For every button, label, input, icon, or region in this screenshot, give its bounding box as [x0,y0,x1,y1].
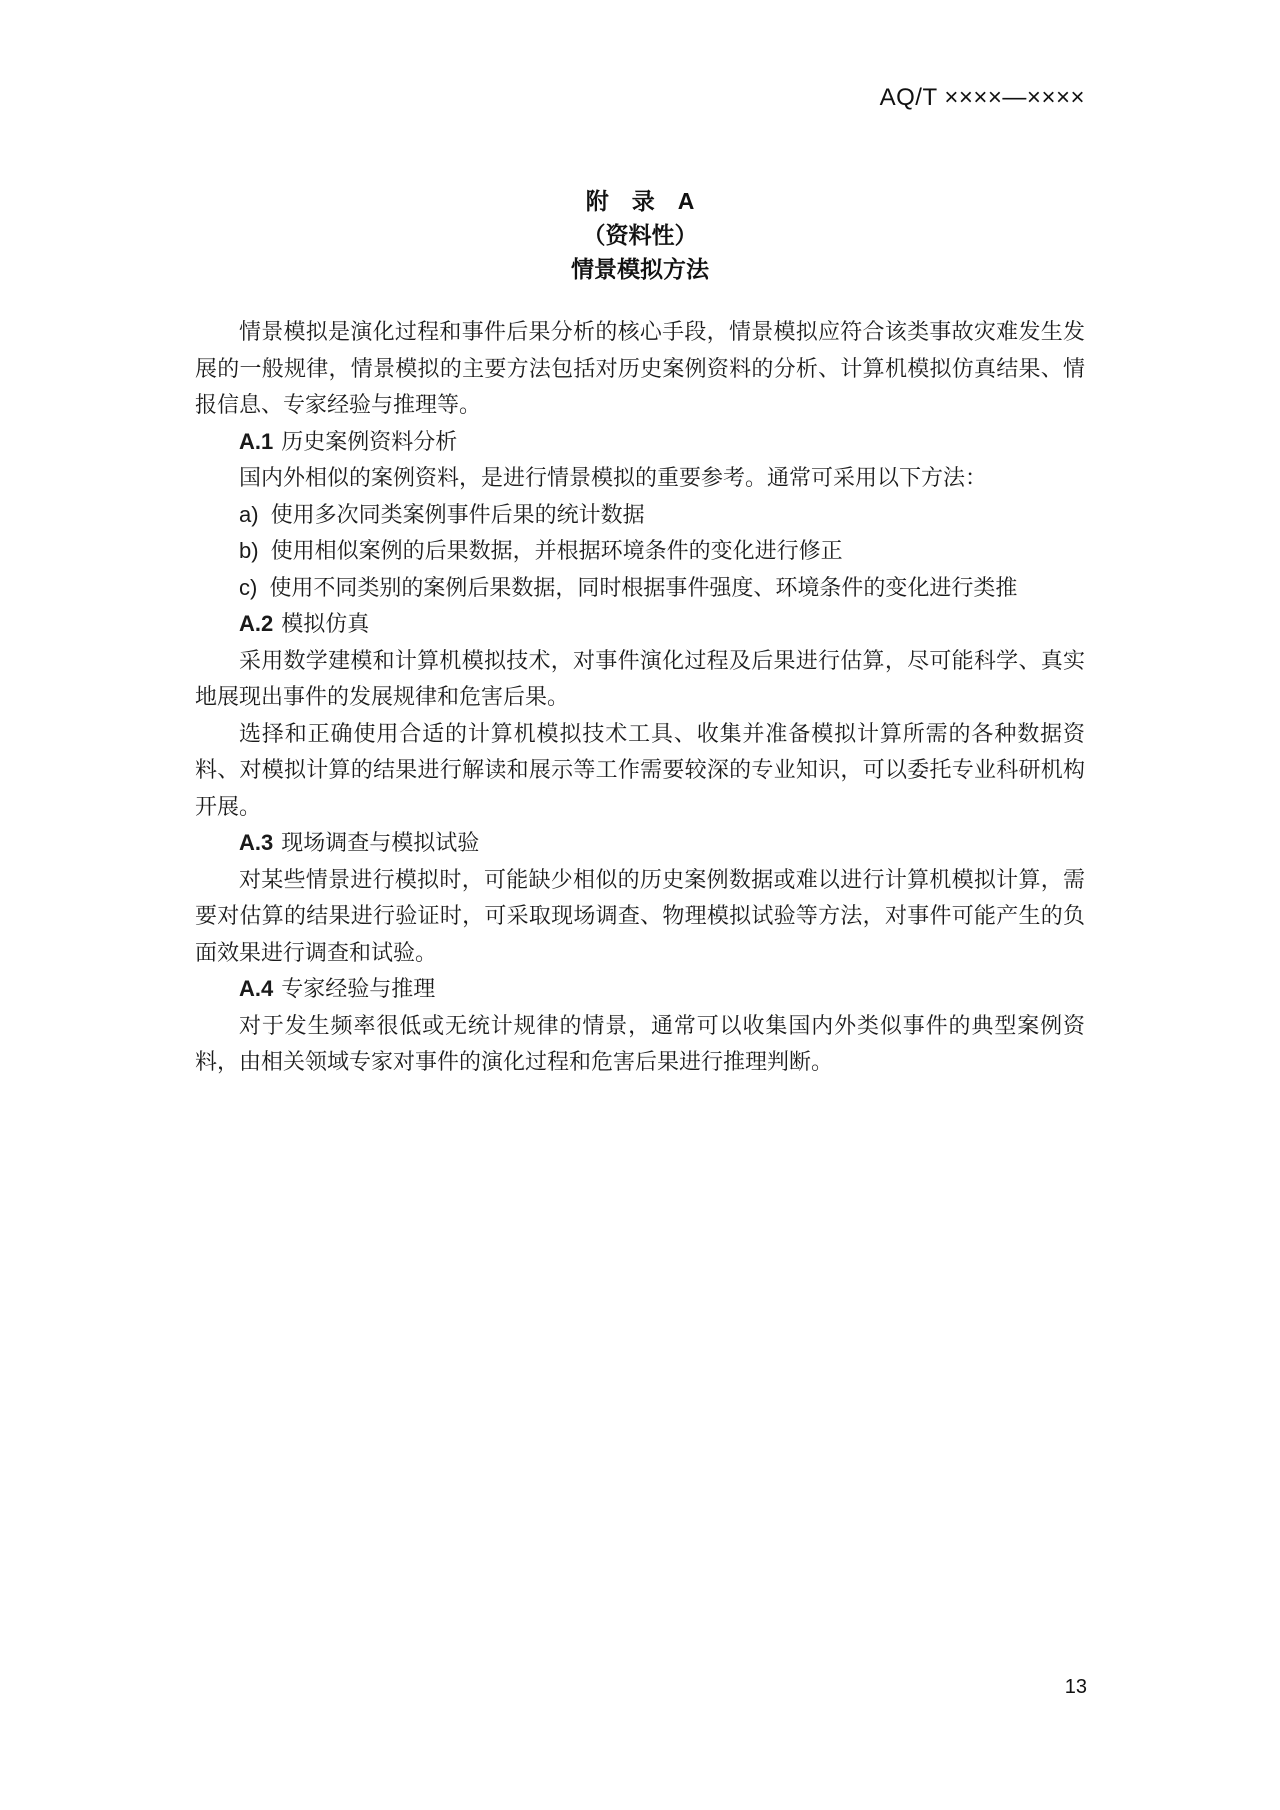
clause-number: A.4 [239,976,274,1001]
clause-number: A.3 [239,830,274,855]
list-item [239,497,1085,534]
clause-number: A.2 [239,611,274,636]
list-item-text: 使用相似案例的后果数据，并根据环境条件的变化进行修正 [270,538,843,563]
list-item [239,533,1085,570]
list-item-marker: b) [239,538,259,563]
paragraph: 国内外相似的案例资料，是进行情景模拟的重要参考。通常可采用以下方法： [239,465,988,490]
appendix-title-line3: 情景模拟方法 [571,256,709,282]
appendix-title-line1: 附 录 A [585,188,695,214]
intro-paragraph: 情景模拟是演化过程和事件后果分析的核心手段，情景模拟应符合该类事故灾难发生发展的一般规律，情景模拟的主要方法包括对历史案例资料的分析、计算机模拟仿真结果、情报信息、专家经验与推理等。 [195,319,1085,417]
appendix-body [195,314,1085,1081]
clause-title: 模拟仿真 [281,611,370,636]
standard-code-header: AQ/T ××××—×××× [879,84,1085,111]
clause-title: 现场调查与模拟试验 [281,830,480,855]
clause-heading-a2 [239,606,1085,643]
list-item-marker: c) [239,574,258,600]
clause-title: 专家经验与推理 [281,976,436,1001]
appendix-title-line2: （资料性） [582,222,698,248]
page-number: 13 [1064,1676,1087,1698]
clause-heading-a1 [239,424,1085,461]
clause-title: 历史案例资料分析 [281,428,458,454]
list-item [239,570,1085,607]
paragraph: 采用数学建模和计算机模拟技术，对事件演化过程及后果进行估算，尽可能科学、真实地展现出事件的发展规律和危害后果。 [195,647,1085,709]
list-item-text: 使用不同类别的案例后果数据，同时根据事件强度、环境条件的变化进行类推 [269,574,1018,600]
list-item-marker: a) [239,501,259,527]
clause-number: A.1 [239,428,274,454]
paragraph: 对于发生频率很低或无统计规律的情景，通常可以收集国内外类似事件的典型案例资料，由相关领域专家对事件的演化过程和危害后果进行推理判断。 [195,1012,1085,1074]
list-item-text: 使用多次同类案例事件后果的统计数据 [270,501,645,527]
clause-heading-a3 [239,825,1085,862]
paragraph: 选择和正确使用合适的计算机模拟技术工具、收集并准备模拟计算所需的各种数据资料、对模拟计算的结果进行解读和展示等工作需要较深的专业知识，可以委托专业科研机构开展。 [195,720,1085,819]
clause-heading-a4 [239,971,1085,1008]
appendix-title-block [0,184,1280,286]
paragraph: 对某些情景进行模拟时，可能缺少相似的历史案例数据或难以进行计算机模拟计算，需要对估算的结果进行验证时，可采取现场调查、物理模拟试验等方法，对事件可能产生的负面效果进行调查和试验。 [195,866,1085,965]
